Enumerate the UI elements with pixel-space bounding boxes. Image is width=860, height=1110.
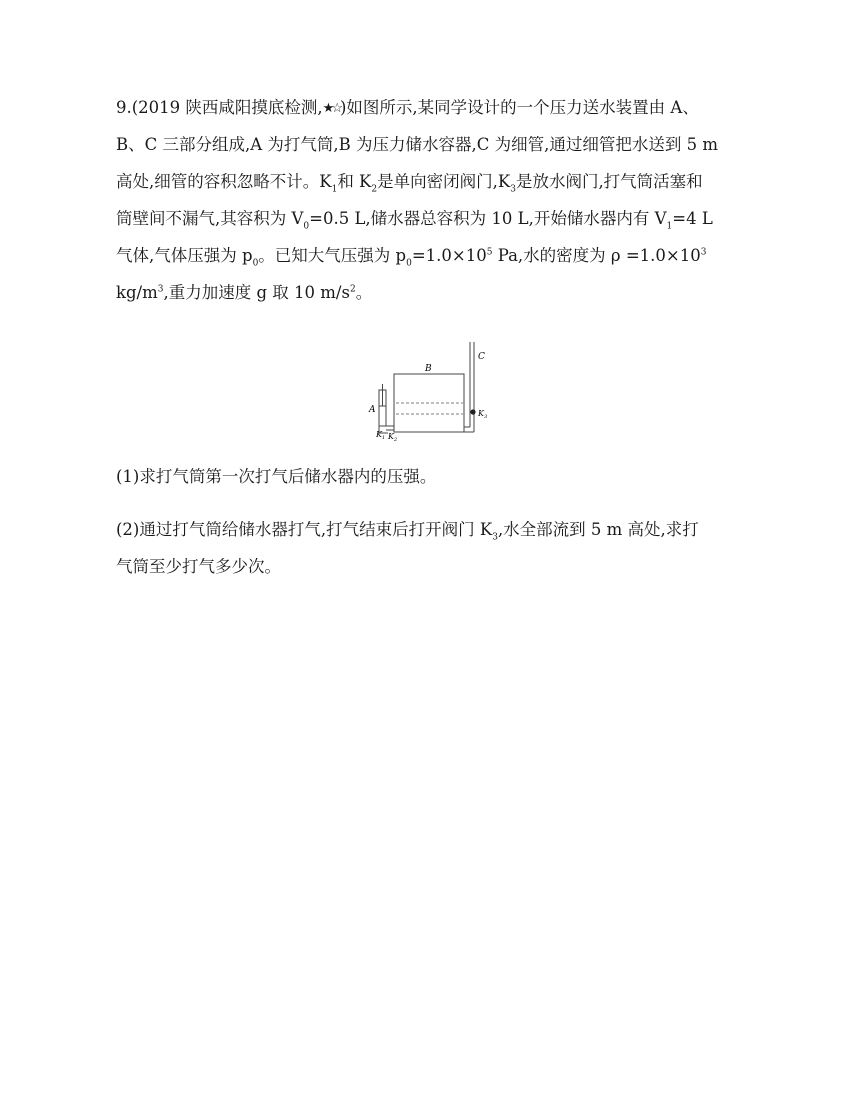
label-a: A	[369, 405, 376, 415]
problem-line-5: 气体,气体压强为 $p_0$。已知大气压强为 $p_0=1.0\times 10^5$ Pa,水的密度为 $\rho =1.0\times 10^3$	[116, 246, 707, 269]
question-2: (2)通过打气筒给储水器打气,打气结束后打开阀门 $K_3$,水全部流到 5 m 高处,求打 气筒至少打气多少次。	[116, 520, 699, 576]
question-1: (1)求打气筒第一次打气后储水器内的压强。	[116, 467, 437, 486]
problem-source: (2019 陕西咸阳摸底检测,	[131, 98, 323, 117]
difficulty-star-icon: ★☆	[322, 101, 340, 116]
problem-number: 9.	[116, 98, 132, 117]
apparatus-diagram	[366, 340, 506, 445]
problem-text	[116, 89, 756, 311]
problem-line-3: 高处,细管的容积忽略不计。$K_1$和 $K_2$是单向密闭阀门$,K_3$是放水阀门,打气筒活塞和	[116, 172, 703, 195]
problem-line-1: 9.(2019 陕西咸阳摸底检测,★☆)如图所示,某同学设计的一个压力送水装置由 A、	[116, 89, 756, 126]
label-k2: $K_2$	[388, 432, 398, 443]
valve-k3-icon	[470, 409, 475, 414]
label-k1: $K_1$	[376, 430, 386, 441]
problem-line-2: B、C 三部分组成,A 为打气筒,B 为压力储水容器,C 为细管,通过细管把水送到 5 m	[116, 135, 719, 154]
problem-line-6: $kg/m^3$,重力加速度 g 取 10 $m/s^2$。	[116, 283, 373, 302]
problem-line-4: 筒壁间不漏气,其容积为 $V_0=0.5$ L,储水器总容积为 10 L,开始储水器内有 $V_1=4$ L	[116, 209, 713, 232]
label-b: B	[425, 364, 432, 374]
label-c: C	[478, 352, 485, 362]
label-k3: $K_3$	[478, 409, 488, 420]
